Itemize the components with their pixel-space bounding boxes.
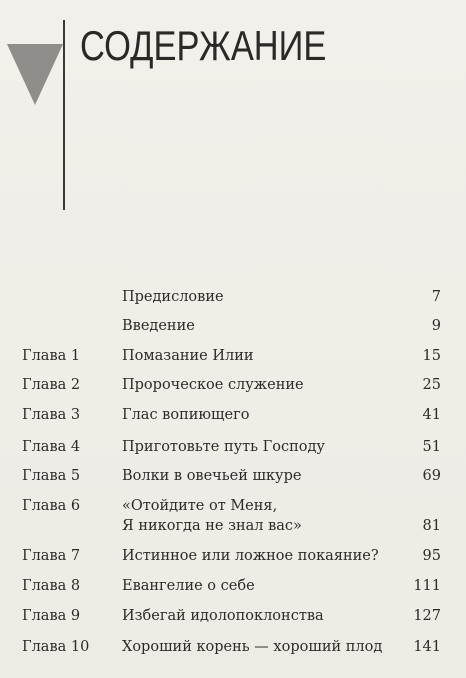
toc-entry-title: Волки в овечьей шкуре — [122, 468, 302, 484]
page-title: СОДЕРЖАНИЕ — [80, 22, 327, 69]
toc-page-number: 51 — [422, 439, 441, 455]
toc-page-number: 81 — [422, 518, 441, 534]
toc-chapter-label: Глава 3 — [22, 407, 81, 423]
toc-chapter-label: Глава 9 — [22, 608, 81, 624]
toc-chapter-label: Глава 6 — [22, 498, 81, 514]
toc-entry-title: «Отойдите от Меня, — [122, 498, 278, 514]
toc-entry — [0, 496, 466, 540]
toc-page-number: 95 — [422, 548, 441, 564]
toc-page-number: 41 — [422, 407, 441, 423]
toc-entry-title: Истинное или ложное покаяние? — [122, 548, 379, 564]
toc-page-number: 141 — [413, 639, 441, 655]
toc-entry-title: Хороший корень — хороший плод — [122, 639, 383, 655]
toc-page-number: 7 — [431, 289, 441, 305]
toc-page-number: 25 — [422, 377, 441, 393]
toc-chapter-label: Глава 8 — [22, 578, 81, 594]
toc-chapter-label: Глава 1 — [22, 348, 81, 364]
vertical-rule — [63, 20, 65, 210]
toc-entry-title: Избегай идолопоклонства — [122, 608, 324, 624]
toc-entry-title: Глас вопиющего — [122, 407, 250, 423]
toc-entry-title: Евангелие о себе — [122, 578, 255, 594]
toc-chapter-label: Глава 10 — [22, 639, 90, 655]
toc-entry-title: Приготовьте путь Господу — [122, 439, 325, 455]
toc-entry-title: Пророческое служение — [122, 377, 304, 393]
toc-chapter-label: Глава 4 — [22, 439, 81, 455]
triangle-ornament — [7, 44, 63, 105]
toc-entry-title: Введение — [122, 318, 195, 334]
toc-entry-title: Помазание Илии — [122, 348, 254, 364]
toc-chapter-label: Глава 5 — [22, 468, 81, 484]
toc-page-number: 15 — [422, 348, 441, 364]
toc-entry-title-line2: Я никогда не знал вас» — [122, 518, 302, 534]
toc-page-number: 9 — [431, 318, 441, 334]
toc-page-number: 127 — [413, 608, 441, 624]
toc-chapter-label: Глава 2 — [22, 377, 81, 393]
toc-page-number: 111 — [413, 578, 441, 594]
toc-page-number: 69 — [422, 468, 441, 484]
toc-entry-title: Предисловие — [122, 289, 224, 305]
toc-chapter-label: Глава 7 — [22, 548, 81, 564]
